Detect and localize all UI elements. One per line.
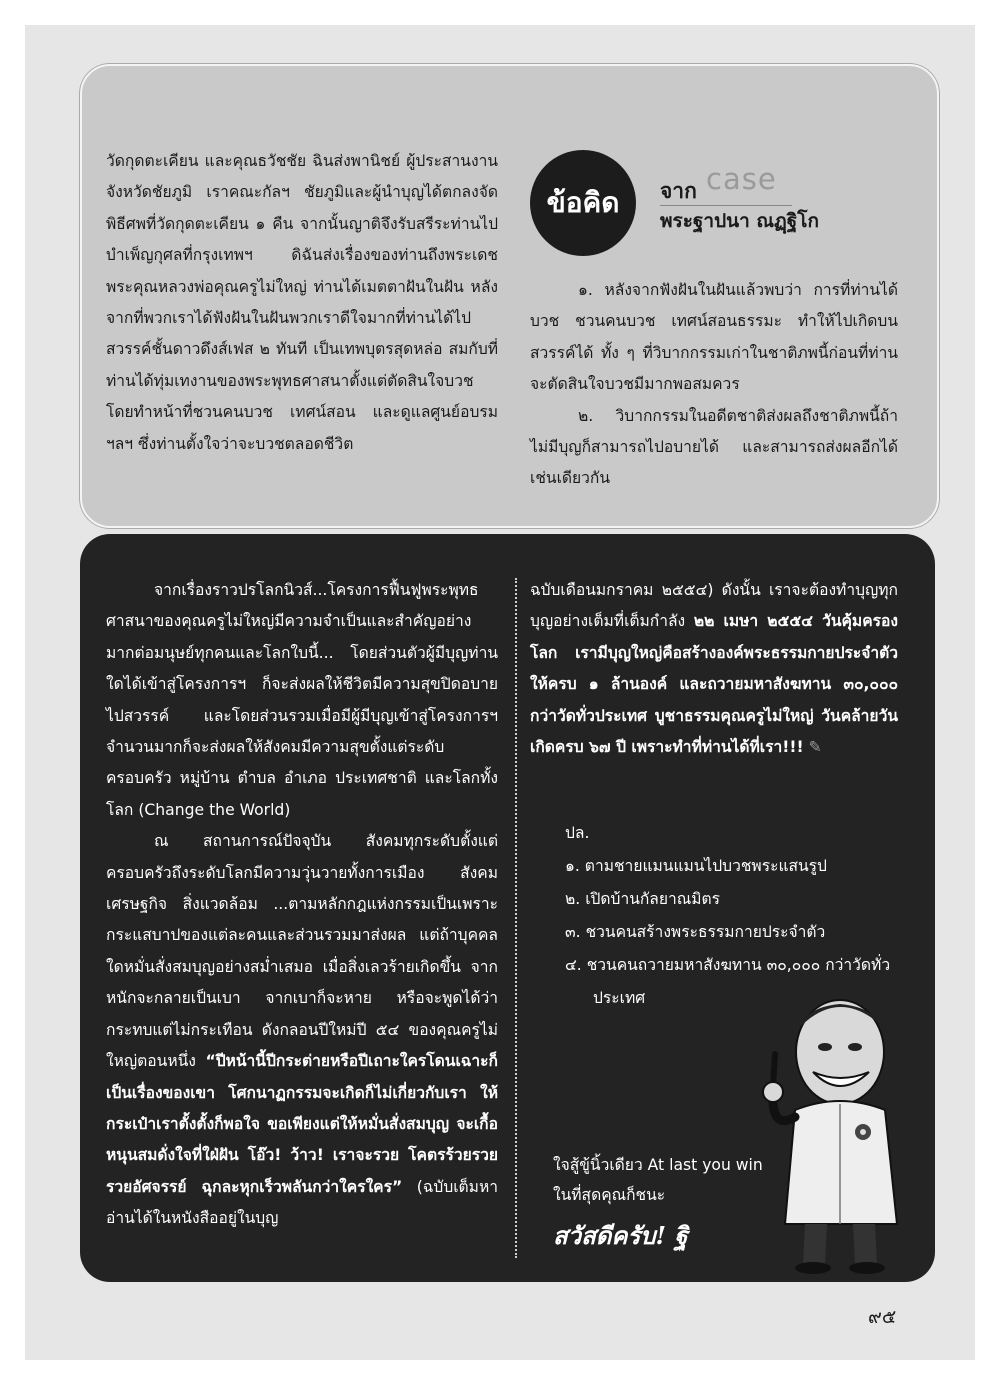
new-year-poem-quote: “ปีหน้านี้ปีกระต่ายหรือปีเถาะใครโดนเฉาะก็เป็นเรื่องของเขา โศกนาฏกรรมจะเกิดก็ไม่เกี่ยวกับเรา ให้กระเป๋าเราตั้งตั้งก็พอใจ ขอเพียงแต่ให้หมั่นสั่งสมบุญ จะเกื้อหนุนสมดั่งใจที่ใฝ่ฝัน โอ๊ว! ว้าว! เราจะรวย โคตรร้วยรวย รวยอัศจรรย์ ฉุกละหุกเร็วพลันกว่าใครใคร” — [106, 1052, 498, 1196]
postscript — [565, 817, 905, 1015]
current-situation-text: ณ สถานการณ์ปัจจุบัน สังคมทุกระดับตั้งแต่ครอบครัวถึงระดับโลกมีความวุ่นวายทั้งการเมือง สังคม เศรษฐกิจ สิ่งแวดล้อม ...ตามหลักกฎแห่งกรรมเป็นเพราะกระแสบาปของแต่ละคนและส่วนรวมมาส่งผล แต่ถ้าบุคคลใดหมั่นสั่งสมบุญอย่างสม่ำเสมอ เมื่อสิ่งเลวร้ายเกิดขึ้น จากหนักจะกลายเป็นเบา จากเบาก็จะหาย หรือจะพูดได้ว่ากระทบแต่ไม่กระเทือน ดังกลอนปีใหม่ปี ๕๔ ของคุณครูไม่ใหญ่ตอนหนึ่ง — [106, 832, 498, 1071]
postscript-item: ๑. ตามชายแมนแมนไปบวชพระแสนรูป — [565, 857, 827, 875]
from-label: จาก — [660, 179, 697, 203]
lesson-badge — [530, 150, 636, 256]
lessons-column — [530, 275, 898, 495]
postscript-item: ๔. ชวนคนถวายมหาสังฆทาน ๓๐,๐๐๐ กว่าวัดทั่วประเทศ — [565, 956, 891, 1007]
current-situation-paragraph — [106, 826, 498, 1234]
lesson-item-2: ๒. วิบากกรรมในอดีตชาติส่งผลถึงชาติภพนี้ถ้าไม่มีบุญก็สามารถไปอบายได้ และสามารถส่งผลอีกได้เช่นเดียวกัน — [530, 406, 898, 488]
earth-day-merit-text: ๒๒ เมษา ๒๕๕๔ วันคุ้มครองโลก เรามีบุญใหญ่คือสร้างองค์พระธรรมกายประจำตัวให้ครบ ๑ ล้านองค์ และถวายมหาสังฆทาน ๓๐,๐๐๐ กว่าวัดทั่วประเทศ บูชาธรรมคุณครูไม่ใหญ่ วันคล้ายวันเกิดครบ ๖๗ ปี เพราะทำที่ท่านได้ที่เรา!!! — [530, 612, 898, 757]
lesson-badge-label: ข้อคิด — [546, 186, 620, 219]
case-word: case — [706, 162, 777, 196]
closing-line: ในที่สุดคุณก็ชนะ — [553, 1186, 666, 1204]
bottom-left-column — [106, 575, 498, 1235]
lesson-item-1: ๑. หลังจากฟังฝันในฝันแล้วพบว่า การที่ท่านได้บวช ชวนคนบวช เทศน์สอนธรรมะ ทำให้ไปเกิดบนสวรรค์ได้ ทั้ง ๆ ที่วิบากกรรมเก่าในชาติภพนี้ก่อนที่ท่านจะตัดสินใจบวชมีมากพอสมควร — [530, 281, 898, 394]
merit-call-paragraph — [530, 575, 898, 763]
closing-message — [553, 1150, 763, 1210]
closing-line: ใจสู้ขู้นิ้วเดียว At last you win — [553, 1156, 763, 1174]
top-left-column — [106, 146, 498, 460]
story-conclusion-paragraph: วัดกุดตะเคียน และคุณธวัชชัย ฉินส่งพานิชย์ ผู้ประสานงานจังหวัดชัยภูมิ เราคณะกัลฯ ชัยภูมิและผู้นำบุญได้ตกลงจัดพิธีศพที่วัดกุดตะเคียน ๑ คืน จากนั้นญาติจึงรับสรีระท่านไปบำเพ็ญกุศลที่กรุงเทพฯ ดิฉันส่งเรื่องของท่านถึงพระเดชพระคุณหลวงพ่อคุณครูไม่ใหญ่ ท่านได้เมตตาฝันในฝัน หลังจากที่พวกเราได้ฟังฝันในฝันพวกเราดีใจมากที่ท่านได้ไปสวรรค์ชั้นดาวดึงส์เฟส ๒ ทันที เป็นเทพบุตรสุดหล่อ สมกับที่ท่านได้ทุ่มเทงานของพระพุทธศาสนาตั้งแต่ตัดสินใจบวช โดยทำหน้าที่ชวนคนบวช เทศน์สอน และดูแลศูนย์อบรม ฯลฯ ซึ่งท่านตั้งใจว่าจะบวชตลอดชีวิต — [106, 152, 498, 453]
postscript-item: ๒. เปิดบ้านกัลยาณมิตร — [565, 890, 721, 908]
postscript-label: ปล. — [565, 824, 590, 842]
poem-source-note: (ฉบับเต็มหาอ่านได้ในหนังสืออยู่ในบุญ — [106, 1177, 498, 1228]
cartoon-man-illustration — [745, 992, 925, 1277]
world-project-paragraph: จากเรื่องราวปรโลกนิวส์...โครงการฟื้นฟูพระพุทธศาสนาของคุณครูไม่ใหญ่มีความจำเป็นและสำคัญอย่างมากต่อมนุษย์ทุกคนและโลกใบนี้... โดยส่วนตัวผู้มีบุญท่านใดได้เข้าสู่โครงการฯ ก็จะส่งผลให้ชีวิตมีความสุขปิดอบายไปสวรรค์ และโดยส่วนรวมเมื่อมีผู้มีบุญเข้าสู่โครงการฯ จำนวนมากก็จะส่งผลให้สังคมมีความสุขตั้งแต่ระดับครอบครัว หมู่บ้าน ตำบล อำเภอ ประเทศชาติ และโลกทั้งโลก (Change the World) — [106, 581, 498, 819]
merit-call-text: ฉบับเดือนมกราคม ๒๕๕๔) ดังนั้น เราจะต้องทำบุญทุกบุญอย่างเต็มที่เต็มกำลัง — [530, 581, 898, 631]
bottom-right-column — [530, 575, 898, 763]
signature: สวัสดีครับ! ฐิ — [553, 1221, 688, 1250]
feather-icon: ✎ — [808, 738, 822, 757]
page-number: ๙๕ — [868, 1306, 897, 1328]
column-divider — [515, 578, 517, 1258]
postscript-item: ๓. ชวนคนสร้างพระธรรมกายประจำตัว — [565, 923, 826, 941]
monk-name: พระฐาปนา ณฏฺฐิโก — [660, 210, 819, 232]
